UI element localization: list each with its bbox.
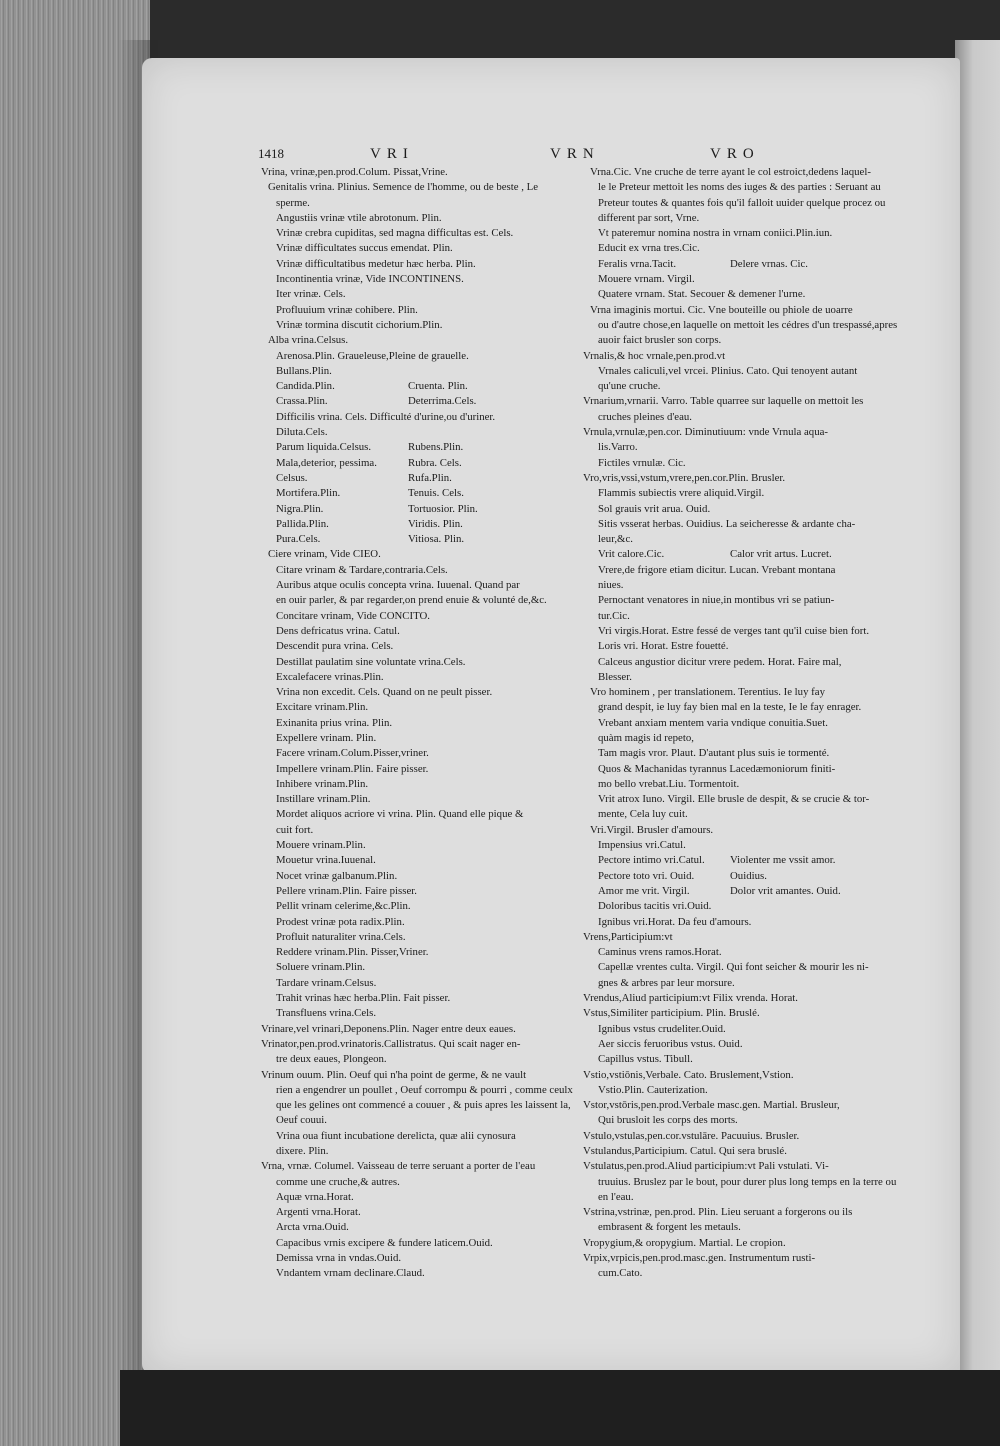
entry-text: Viridis. Plin. (408, 517, 463, 530)
entry-line: Preteur toutes & quantes fois qu'il falloit uuider quelque procez ou (598, 196, 886, 209)
entry-line: Nocet vrinæ galbanum.Plin. (276, 869, 398, 882)
entry-line: Vrnales caliculi,vel vrcei. Plinius. Cato. Qui tenoyent autant (598, 364, 858, 377)
entry-line: Vrna.Cic. Vne cruche de terre ayant le col estroict,dedens laquel- (590, 166, 871, 178)
entry-text: Feralis vrna.Tacit. (598, 257, 677, 270)
entry-line: dixere. Plin. (276, 1145, 329, 1157)
entry-line: Quos & Machanidas tyrannus Lacedæmoniorum finiti- (598, 762, 836, 775)
entry-line: Descendit pura vrina. Cels. (276, 640, 394, 653)
entry-line: cruches pleines d'eau. (598, 410, 692, 423)
entry-line: cuit fort. (276, 823, 314, 836)
entry-line: Iter vrinæ. Cels. (276, 288, 346, 301)
entry-line: Auribus atque oculis concepta vrina. Iuuenal. Quand par (276, 579, 520, 592)
entry-line: Vri.Virgil. Brusler d'amours. (590, 823, 714, 836)
entry-line: en l'eau. (598, 1190, 634, 1203)
entry-line: Transfluens vrina.Cels. (276, 1007, 377, 1020)
entry-line: Quatere vrnam. Stat. Secouer & demener l'urne. (598, 288, 806, 301)
entry-line: Vrit atrox Iuno. Virgil. Elle brusle de despit, & se crucie & tor- (598, 793, 870, 806)
entry-line: Capellæ vrentes culta. Virgil. Qui font seicher & mourir les ni- (598, 961, 869, 974)
entry-line: Vrnula,vrnulæ,pen.cor. Diminutiuum: vnde Vrnula aqua- (583, 426, 828, 439)
page-number: 1418 (258, 146, 284, 161)
entry-line: Capacibus vrnis excipere & fundere laticem.Ouid. (276, 1236, 493, 1249)
entry-line: Alba vrina.Celsus. (268, 334, 349, 347)
entry-line (258, 471, 588, 486)
entry-line (580, 853, 892, 868)
entry-line: Inhibere vrinam.Plin. (276, 777, 369, 790)
entry-line: ou d'autre chose,en laquelle on mettoit les cédres d'un trespassé,apres (598, 318, 898, 331)
entry-text: Rufa.Plin. (408, 471, 452, 484)
entry-line (580, 257, 892, 272)
entry-line: Qui brusloit les corps des morts. (598, 1114, 738, 1127)
entry-line: Excitare vrinam.Plin. (276, 701, 369, 714)
entry-text: Celsus. (276, 471, 308, 484)
entry-line: Vstio,vstiōnis,Verbale. Cato. Bruslement,Vstion. (583, 1068, 794, 1081)
entry-line: Pernoctant venatores in niue,in montibus vri se patiun- (598, 594, 835, 607)
entry-text: Mortifera.Plin. (276, 487, 341, 500)
entry-line: Mouetur vrina.Iuuenal. (276, 854, 376, 867)
entry-line: Argenti vrna.Horat. (276, 1206, 361, 1219)
right-column (580, 165, 898, 1282)
column-head-vrn: VRN (550, 146, 600, 162)
entry-line: tur.Cic. (598, 609, 630, 622)
entry-line: en ouir parler, & par regarder,on prend enuie & volunté de,&c. (276, 594, 547, 607)
entry-line: Vrere,de frigore etiam dicitur. Lucan. Vrebant montana (598, 563, 836, 576)
entry-line: Vrna, vrnæ. Columel. Vaisseau de terre seruant a porter de l'eau (261, 1160, 536, 1173)
entry-line: grand despit, ie luy fay bien mal en la teste, Ie le fay enrager. (598, 701, 862, 714)
entry-line: truuius. Bruslez par le bout, pour durer plus long temps en la terre ou (598, 1175, 897, 1188)
entry-line: Vrinæ difficultatibus medetur hæc herba. Plin. (276, 257, 476, 270)
entry-line: Pellit vrinam celerime,&c.Plin. (276, 900, 411, 913)
entry-line (580, 547, 892, 562)
entry-text: Parum liquida.Celsus. (276, 441, 372, 454)
entry-line (258, 517, 588, 532)
entry-line: leur,&c. (598, 533, 633, 546)
entry-line (258, 440, 588, 455)
entry-line: le le Preteur mettoit les noms des iuges & des parties : Seruant au (598, 181, 881, 194)
entry-line: gnes & arbres par leur morsure. (598, 976, 735, 989)
entry-line: Impensius vri.Catul. (598, 839, 686, 852)
entry-line: Pellere vrinam.Plin. Faire pisser. (276, 884, 417, 897)
entry-line: mo bello vrebat.Liu. Tormentoit. (598, 777, 740, 790)
entry-line: Ignibus vstus crudeliter.Ouid. (598, 1022, 726, 1035)
entry-line (580, 884, 892, 899)
entry-line: Facere vrinam.Colum.Pisser,vriner. (276, 747, 429, 760)
entry-line: Vstrina,vstrinæ, pen.prod. Plin. Lieu seruant a forgerons ou ils (583, 1206, 853, 1219)
entry-text: Pectore toto vri. Ouid. (598, 869, 695, 882)
entry-line: different par sort, Vrne. (598, 211, 700, 224)
entry-text: Candida.Plin. (276, 380, 335, 393)
entry-line (258, 486, 588, 501)
bottom-shadow (120, 1370, 1000, 1446)
entry-line: Vrinare,vel vrinari,Deponens.Plin. Nager entre deux eaues. (261, 1022, 516, 1035)
entry-line: Sol grauis vrit arua. Ouid. (598, 502, 711, 515)
entry-line: Vrinum ouum. Plin. Oeuf qui n'ha point de germe, & ne vault (261, 1068, 527, 1081)
entry-line: Demissa vrna in vndas.Ouid. (276, 1252, 402, 1265)
entry-line: que les gelines ont commencé a couuer , & puis apres les laissent la, (276, 1099, 571, 1112)
entry-line: tre deux eaues, Plongeon. (276, 1053, 387, 1066)
entry-text: Pallida.Plin. (276, 517, 329, 530)
entry-line: Citare vrinam & Tardare,contraria.Cels. (276, 563, 448, 576)
entry-line: Vrina oua fiunt incubatione derelicta, quæ alii cynosura (276, 1129, 516, 1142)
entry-line: Bullans.Plin. (276, 364, 332, 377)
column-head-vro: VRO (710, 146, 760, 162)
entry-line: Fictiles vrnulæ. Cic. (598, 456, 686, 469)
entry-line: Vstor,vstōris,pen.prod.Verbale masc.gen. Martial. Brusleur, (583, 1099, 840, 1112)
entry-line: Vrina non excedit. Cels. Quand on ne peult pisser. (276, 686, 493, 699)
entry-text: Rubens.Plin. (408, 441, 464, 454)
entry-line: rien a engendrer un poullet , Oeuf corrompu & pourri , comme ceulx (276, 1083, 573, 1096)
entry-line: Profluit naturaliter vrina.Cels. (276, 930, 406, 943)
entry-line: Angustiis vrinæ vtile abrotonum. Plin. (276, 211, 442, 224)
entry-line: Expellere vrinam. Plin. (276, 731, 377, 744)
entry-text: Ouidius. (730, 869, 767, 882)
entry-line (258, 379, 588, 394)
entry-line: Arenosa.Plin. Graueleuse,Pleine de grauelle. (276, 349, 469, 362)
entry-line: Caminus vrens ramos.Horat. (598, 946, 722, 959)
entry-line: comme une cruche,& autres. (276, 1175, 400, 1188)
entry-line (580, 869, 892, 884)
entry-line: Impellere vrinam.Plin. Faire pisser. (276, 762, 429, 775)
entry-text: Nigra.Plin. (276, 502, 324, 515)
entry-text: Cruenta. Plin. (408, 380, 468, 393)
entry-line: Vstus,Similiter participium. Plin. Bruslé. (583, 1007, 760, 1020)
entry-line: Exinanita prius vrina. Plin. (276, 716, 393, 729)
entry-line: Doloribus tacitis vri.Ouid. (598, 900, 712, 913)
entry-line: Vrina, vrinæ,pen.prod.Colum. Pissat,Vrine. (261, 166, 448, 178)
entry-line: Ignibus vri.Horat. Da feu d'amours. (598, 915, 752, 928)
entry-line: Sitis vsserat herbas. Ouidius. La seicheresse & ardante cha- (598, 517, 856, 530)
facing-page-edge (955, 40, 1000, 1380)
entry-line: Concitare vrinam, Vide CONCITO. (276, 609, 430, 622)
entry-line: Vrnalis,& hoc vrnale,pen.prod.vt (583, 349, 726, 362)
entry-line (258, 394, 588, 409)
entry-line: embrasent & forgent les metauls. (598, 1221, 741, 1234)
entry-line: Ciere vrinam, Vide CIEO. (268, 548, 381, 561)
entry-line: Vrinæ crebra cupiditas, sed magna difficultas est. Cels. (276, 227, 514, 240)
entry-line: quàm magis id repeto, (598, 731, 694, 744)
entry-line: Vro,vris,vssi,vstum,vrere,pen.cor.Plin. Brusler. (583, 471, 786, 484)
entry-line: Incontinentia vrinæ, Vide INCONTINENS. (276, 273, 464, 286)
entry-line: Mouere vrinam.Plin. (276, 839, 366, 852)
entry-text: Vitiosa. Plin. (408, 533, 465, 546)
entry-line: lis.Varro. (598, 441, 638, 454)
entry-line: Vt pateremur nomina nostra in vrnam coniici.Plin.iun. (598, 227, 833, 240)
entry-line: Oeuf couui. (276, 1114, 327, 1127)
entry-text: Vrit calore.Cic. (598, 548, 665, 561)
entry-line: Educit ex vrna tres.Cic. (598, 242, 700, 255)
entry-line: Vrendus,Aliud participium:vt Filix vrenda. Horat. (583, 992, 798, 1005)
entry-line: Reddere vrinam.Plin. Pisser,Vriner. (276, 946, 429, 959)
entry-line: Soluere vrinam.Plin. (276, 961, 366, 974)
entry-line: Destillat paulatim sine voluntate vrina.Cels. (276, 655, 466, 668)
entry-line: Tardare vrinam.Celsus. (276, 976, 377, 989)
entry-text: Pura.Cels. (276, 533, 321, 546)
entry-line: Prodest vrinæ pota radix.Plin. (276, 915, 405, 928)
entry-line: Vrnarium,vrnarii. Varro. Table quarree sur laquelle on mettoit les (583, 395, 864, 408)
entry-line: qu'une cruche. (598, 380, 661, 393)
entry-line: Calceus angustior dicitur vrere pedem. Horat. Faire mal, (598, 655, 842, 668)
entry-line: Vrinator,pen.prod.vrinatoris.Callistratus. Qui scait nager en- (261, 1037, 521, 1050)
left-column (258, 165, 588, 1282)
entry-text: Tenuis. Cels. (408, 487, 464, 500)
entry-line: Mouere vrnam. Virgil. (598, 273, 695, 286)
entry-line: Vstulo,vstulas,pen.cor.vstulāre. Pacuuius. Brusler. (583, 1129, 800, 1142)
entry-line: Vropygium,& oropygium. Martial. Le cropion. (583, 1236, 786, 1249)
entry-text: Calor vrit artus. Lucret. (730, 548, 832, 561)
entry-line: Vstulandus,Participium. Catul. Qui sera bruslé. (583, 1145, 787, 1157)
entry-line: Vstio.Plin. Cauterization. (598, 1083, 708, 1096)
entry-line: Vrinæ tormina discutit cichorium.Plin. (276, 318, 443, 331)
entry-line: sperme. (276, 196, 310, 209)
entry-text: Delere vrnas. Cic. (730, 257, 808, 270)
entry-line: Diluta.Cels. (276, 426, 328, 439)
entry-line: Vro hominem , per translationem. Terentius. Ie luy fay (590, 686, 825, 699)
entry-line: Arcta vrna.Ouid. (276, 1221, 349, 1234)
entry-line: mente, Cela luy cuit. (598, 808, 688, 821)
entry-line: Aquæ vrna.Horat. (276, 1190, 354, 1203)
entry-line: Excalefacere vrinas.Plin. (276, 670, 384, 683)
entry-line: cum.Cato. (598, 1267, 643, 1280)
column-head-vri: VRI (370, 146, 414, 162)
entry-text: Mala,deterior, pessima. (276, 456, 377, 469)
running-header (258, 146, 888, 166)
entry-text: Deterrima.Cels. (408, 395, 477, 408)
entry-line: Blesser. (598, 670, 632, 683)
entry-text: Violenter me vssit amor. (730, 854, 836, 867)
entry-line: Vndantem vrnam declinare.Claud. (276, 1267, 425, 1280)
entry-text: Tortuosior. Plin. (408, 502, 478, 515)
entry-line: auoir faict brusler son corps. (598, 334, 722, 347)
entry-text: Pectore intimo vri.Catul. (598, 854, 705, 867)
entry-line (258, 502, 588, 517)
entry-line: Instillare vrinam.Plin. (276, 793, 371, 806)
entry-line: Vrna imaginis mortui. Cic. Vne bouteille ou phiole de uoarre (590, 303, 853, 316)
entry-line: Vstulatus,pen.prod.Aliud participium:vt Pali vstulati. Vi- (583, 1160, 829, 1173)
entry-text: Rubra. Cels. (408, 456, 462, 469)
entry-line: Loris vri. Horat. Estre fouetté. (598, 640, 729, 653)
entry-line: Genitalis vrina. Plinius. Semence de l'homme, ou de beste , Le (268, 181, 539, 194)
entry-line: niues. (598, 579, 624, 592)
entry-line: Vrinæ difficultates succus emendat. Plin. (276, 242, 453, 255)
entry-line (258, 456, 588, 471)
entry-text: Dolor vrit amantes. Ouid. (730, 884, 841, 897)
entry-line: Difficilis vrina. Cels. Difficulté d'urine,ou d'uriner. (276, 410, 496, 423)
entry-line (258, 532, 588, 547)
entry-line: Mordet aliquos acriore vi vrina. Plin. Quand elle pique & (276, 808, 524, 821)
entry-line: Capillus vstus. Tibull. (598, 1053, 693, 1066)
entry-text: Amor me vrit. Virgil. (598, 884, 690, 897)
entry-line: Flammis subiectis vrere aliquid.Virgil. (598, 487, 765, 500)
entry-line: Vrpix,vrpicis,pen.prod.masc.gen. Instrumentum rusti- (583, 1252, 816, 1265)
entry-line: Aer siccis feruoribus vstus. Ouid. (598, 1037, 743, 1050)
entry-line: Vrens,Participium:vt (583, 930, 673, 943)
entry-line: Tam magis vror. Plaut. D'autant plus suis ie tormenté. (598, 747, 830, 760)
entry-line: Vrebant anxiam mentem varia vndique conuitia.Suet. (598, 716, 828, 729)
entry-line: Dens defricatus vrina. Catul. (276, 624, 400, 637)
entry-line: Vri virgis.Horat. Estre fessé de verges tant qu'il cuise bien fort. (598, 624, 870, 637)
entry-line: Trahit vrinas hæc herba.Plin. Fait pisser. (276, 992, 451, 1005)
entry-line: Profluuium vrinæ cohibere. Plin. (276, 303, 418, 316)
entry-text: Crassa.Plin. (276, 395, 328, 408)
